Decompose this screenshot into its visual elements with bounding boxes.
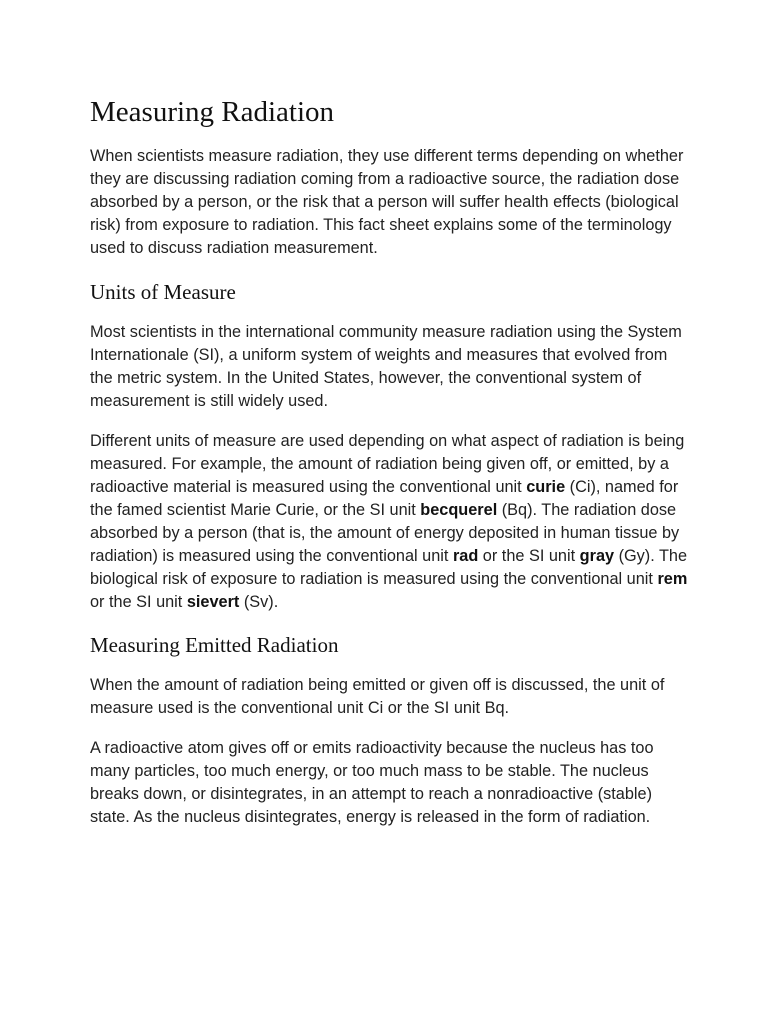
units-text-5: (Gy). The biological risk of exposure to radiation is measured using the conventional unit [90, 547, 688, 588]
radioactive-atom-paragraph: A radioactive atom gives off or emits radioactivity because the nucleus has too many particles, too much energy, or too much mass to be stable. The nucleus breaks down, or disintegrates, in an attempt to reach a nonradioactive (stable) state. As the nucleus disintegrates, energy is released in the form of radiation. [90, 739, 654, 826]
term-gray: gray [579, 547, 615, 565]
units-text-7: (Sv). [239, 593, 279, 611]
term-rem: rem [657, 570, 688, 588]
emitted-units-paragraph: When the amount of radiation being emitted or given off is discussed, the unit of measure used is the conventional unit Ci or the SI unit Bq. [90, 676, 665, 717]
units-paragraph [90, 430, 690, 614]
units-text-1: Different units of measure are used depending on what aspect of radiation is being measured. For example, the amount of radiation being given off, or emitted, by a radioactive material is measured using the conventional unit [90, 432, 685, 496]
intro-paragraph: When scientists measure radiation, they use different terms depending on whether they are discussing radiation coming from a radioactive source, the radiation dose absorbed by a person, or the risk that a person will suffer health effects (biological risk) from exposure to radiation. This fact sheet explains some of the terminology used to discuss radiation measurement. [90, 147, 684, 257]
units-of-measure-heading: Units of Measure [90, 280, 236, 304]
term-becquerel: becquerel [420, 501, 498, 519]
units-text-4: or the SI unit [478, 547, 580, 565]
units-text-3: (Bq). The radiation dose absorbed by a person (that is, the amount of energy deposited in human tissue by radiation) is measured using the conventional unit [90, 501, 680, 565]
units-text-6: or the SI unit [90, 593, 187, 611]
si-system-paragraph: Most scientists in the international community measure radiation using the System Internationale (SI), a uniform system of weights and measures that evolved from the metric system. In the United States, however, the conventional system of measurement is still widely used. [90, 323, 682, 410]
measuring-emitted-radiation-heading: Measuring Emitted Radiation [90, 633, 339, 657]
term-sievert: sievert [186, 593, 240, 611]
page-title: Measuring Radiation [90, 96, 335, 128]
units-text-2: (Ci), named for the famed scientist Marie Curie, or the SI unit [90, 478, 679, 519]
term-curie: curie [526, 478, 566, 496]
term-rad: rad [452, 547, 479, 565]
document-page [90, 94, 690, 846]
